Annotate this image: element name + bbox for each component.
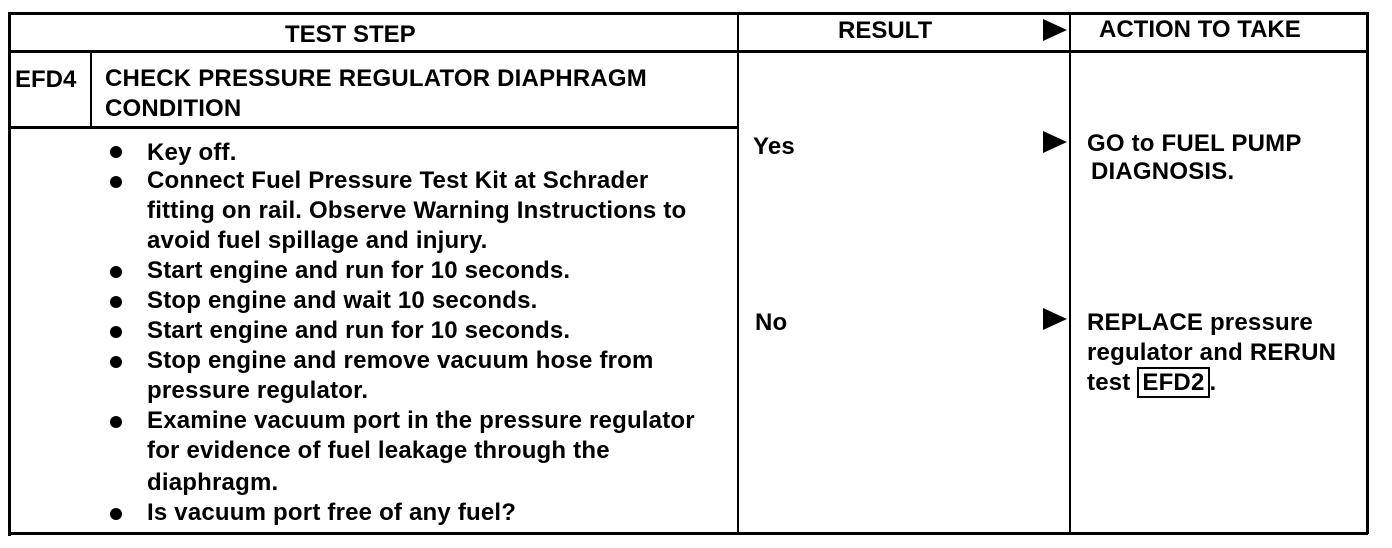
bullet-icon [110, 508, 122, 520]
result-no: No [755, 309, 788, 336]
instruction-line: pressure regulator. [147, 377, 369, 404]
instruction-line: diaphragm. [147, 469, 279, 496]
step-title-line1: CHECK PRESSURE REGULATOR DIAPHRAGM [105, 65, 647, 92]
bullet-icon [110, 326, 122, 338]
table-left-border [8, 12, 11, 536]
instruction-line: fitting on rail. Observe Warning Instructions to [147, 197, 687, 224]
result-yes: Yes [753, 133, 795, 160]
result-column-divider [737, 12, 739, 534]
instruction-line: Examine vacuum port in the pressure regulator [147, 407, 695, 434]
action-column-divider [1069, 12, 1071, 534]
action-yes-line1: GO to FUEL PUMP [1087, 130, 1302, 157]
bullet-icon [110, 146, 122, 158]
bullet-icon [110, 176, 122, 188]
header-arrow-icon [1043, 19, 1067, 41]
instruction-line: avoid fuel spillage and injury. [147, 227, 488, 254]
instruction-line: Start engine and run for 10 seconds. [147, 257, 571, 284]
instruction-line: Connect Fuel Pressure Test Kit at Schrader [147, 167, 649, 194]
bullet-icon [110, 296, 122, 308]
header-action: ACTION TO TAKE [1099, 16, 1301, 43]
action-no-suffix: . [1209, 369, 1217, 396]
action-no-line3 [1087, 368, 1216, 398]
bullet-icon [110, 356, 122, 368]
step-code-divider [90, 52, 92, 128]
instruction-line: Stop engine and remove vacuum hose from [147, 347, 654, 374]
step-title-line2: CONDITION [105, 95, 242, 122]
instruction-line: for evidence of fuel leakage through the [147, 437, 610, 464]
step-title-bottom [9, 126, 738, 129]
test-ref-efd2-link[interactable]: EFD2 [1137, 367, 1209, 398]
instruction-question: Is vacuum port free of any fuel? [147, 499, 517, 526]
instruction-line: Start engine and run for 10 seconds. [147, 317, 571, 344]
action-no-line1: REPLACE pressure [1087, 309, 1313, 336]
action-no-line2: regulator and RERUN [1087, 339, 1337, 366]
header-test-step: TEST STEP [285, 21, 416, 48]
action-yes-line2: DIAGNOSIS. [1091, 158, 1235, 185]
header-divider [9, 50, 1368, 53]
instruction-line: Key off. [147, 139, 237, 166]
bullet-icon [110, 266, 122, 278]
result-no-arrow-icon [1043, 308, 1067, 330]
header-result: RESULT [838, 17, 933, 44]
step-code: EFD4 [15, 66, 77, 93]
table-right-border [1366, 12, 1369, 534]
action-no-prefix: test [1087, 369, 1138, 396]
table-bottom-border [9, 532, 1368, 535]
result-yes-arrow-icon [1043, 131, 1067, 153]
instruction-line: Stop engine and wait 10 seconds. [147, 287, 538, 314]
bullet-icon [110, 416, 122, 428]
